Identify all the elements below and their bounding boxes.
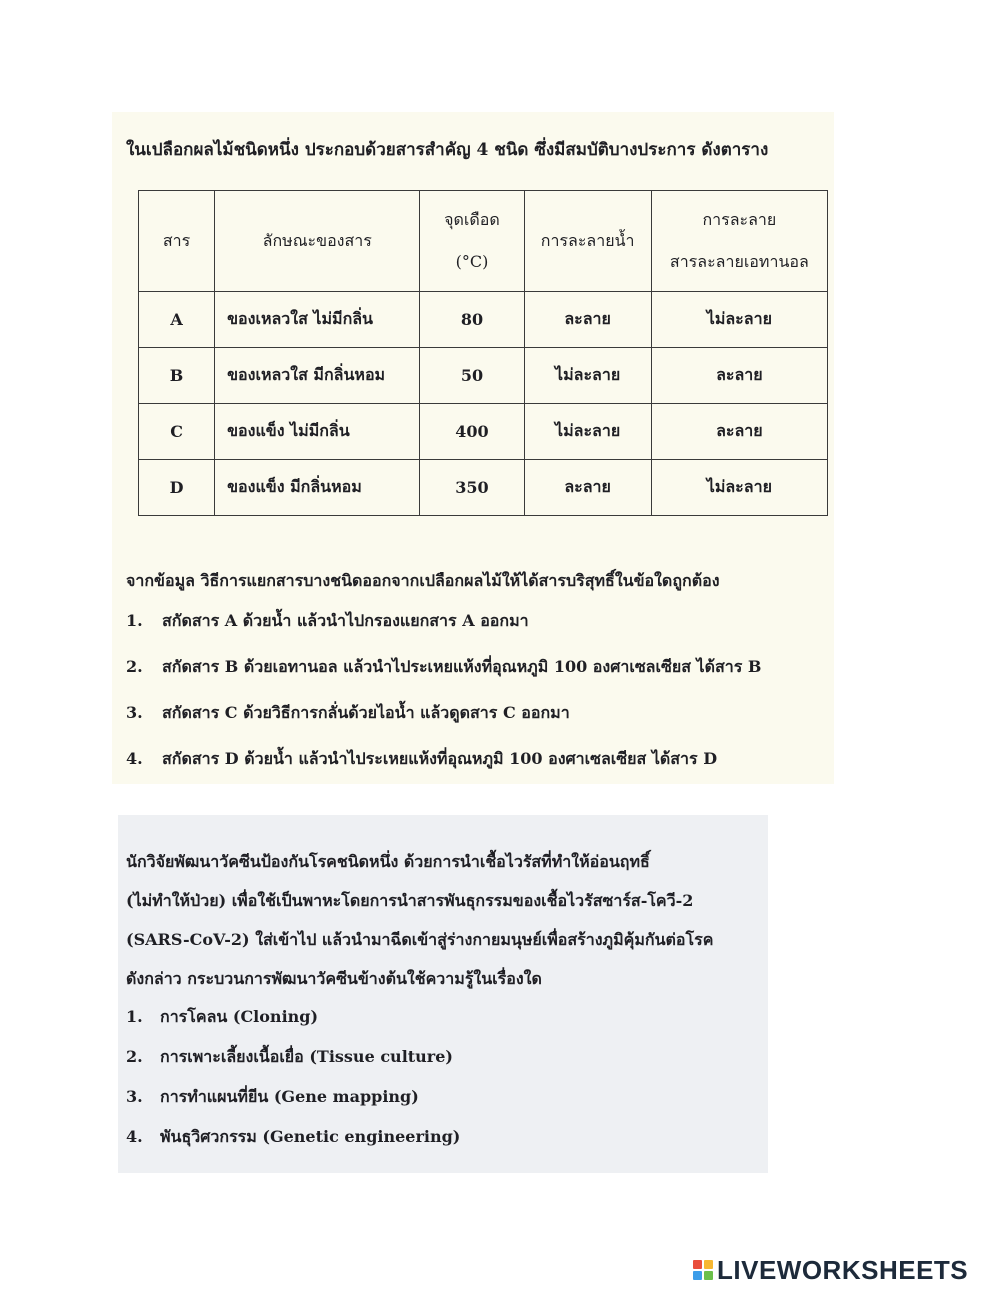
cell-ethanol-solubility: ละลาย <box>651 348 827 404</box>
cell-ethanol-solubility: ละลาย <box>651 404 827 460</box>
cell-boiling-point: 400 <box>420 404 524 460</box>
choice-text: สกัดสาร B ด้วยเอทานอล แล้วนำไประเหยแห้งที่อุณหภูมิ 100 องศาเซลเซียส ได้สาร B <box>162 657 762 676</box>
logo-square-icon <box>704 1271 713 1280</box>
choice-text: สกัดสาร D ด้วยน้ำ แล้วนำไประเหยแห้งที่อุณหภูมิ 100 องศาเซลเซียส ได้สาร D <box>162 749 718 768</box>
question-2-choices <box>126 997 460 1157</box>
header-characteristic: ลักษณะของสาร <box>215 191 420 292</box>
question-1-intro: ในเปลือกผลไม้ชนิดหนึ่ง ประกอบด้วยสารสำคัญ 4 ชนิด ซึ่งมีสมบัติบางประการ ดังตาราง <box>126 140 769 160</box>
question-2-line: นักวิจัยพัฒนาวัคซีนป้องกันโรคชนิดหนึ่ง ด้วยการนำเชื้อไวรัสที่ทำให้อ่อนฤทธิ์ <box>126 852 650 871</box>
table-header-row <box>139 191 828 292</box>
logo-square-icon <box>693 1260 702 1269</box>
question-2-prompt <box>126 842 766 998</box>
cell-water-solubility: ไม่ละลาย <box>524 404 651 460</box>
liveworksheets-logo[interactable] <box>693 1255 968 1285</box>
cell-characteristic: ของแข็ง มีกลิ่นหอม <box>215 460 420 516</box>
substance-properties-table <box>138 190 828 516</box>
cell-substance: B <box>139 348 215 404</box>
header-water-solubility: การละลายน้ำ <box>524 191 651 292</box>
choice-number: 1. <box>126 611 143 630</box>
question-2-line: ดังกล่าว กระบวนการพัฒนาวัคซีนข้างต้นใช้ความรู้ในเรื่องใด <box>126 969 542 988</box>
choice-item <box>126 997 460 1037</box>
choice-number: 3. <box>126 703 143 722</box>
cell-water-solubility: ไม่ละลาย <box>524 348 651 404</box>
cell-boiling-point: 50 <box>420 348 524 404</box>
choice-text: พันธุวิศวกรรม (Genetic engineering) <box>160 1127 461 1146</box>
table-row <box>139 292 828 348</box>
liveworksheets-logo-icon <box>693 1260 713 1280</box>
choice-item <box>126 1117 460 1157</box>
header-ethanol-solubility <box>651 191 827 292</box>
header-boiling-point-line1: จุดเดือด <box>444 210 500 229</box>
choice-text: สกัดสาร C ด้วยวิธีการกลั่นด้วยไอน้ำ แล้วดูดสาร C ออกมา <box>162 703 570 722</box>
choice-number: 4. <box>126 749 143 768</box>
choice-number: 1. <box>126 1007 143 1026</box>
cell-water-solubility: ละลาย <box>524 292 651 348</box>
logo-text: LIVEWORKSHEETS <box>717 1254 969 1285</box>
logo-square-icon <box>704 1260 713 1269</box>
cell-characteristic: ของเหลวใส มีกลิ่นหอม <box>215 348 420 404</box>
cell-substance: A <box>139 292 215 348</box>
table-row <box>139 404 828 460</box>
question-1-prompt: จากข้อมูล วิธีการแยกสารบางชนิดออกจากเปลือกผลไม้ให้ได้สารบริสุทธิ์ในข้อใดถูกต้อง <box>126 571 720 590</box>
choice-item <box>126 644 761 690</box>
header-ethanol-solubility-line1: การละลาย <box>702 210 777 229</box>
cell-water-solubility: ละลาย <box>524 460 651 516</box>
choice-text: การเพาะเลี้ยงเนื้อเยื่อ (Tissue culture) <box>160 1047 453 1066</box>
table-row <box>139 460 828 516</box>
header-ethanol-solubility-line2: สารละลายเอทานอล <box>669 252 809 271</box>
question-1-choices <box>126 598 761 782</box>
table-row <box>139 348 828 404</box>
header-boiling-point <box>420 191 524 292</box>
choice-number: 3. <box>126 1087 143 1106</box>
header-substance: สาร <box>139 191 215 292</box>
choice-item <box>126 1077 460 1117</box>
choice-item <box>126 1037 460 1077</box>
cell-characteristic: ของแข็ง ไม่มีกลิ่น <box>215 404 420 460</box>
cell-ethanol-solubility: ไม่ละลาย <box>651 460 827 516</box>
cell-boiling-point: 80 <box>420 292 524 348</box>
cell-substance: C <box>139 404 215 460</box>
choice-text: การทำแผนที่ยีน (Gene mapping) <box>160 1087 419 1106</box>
cell-ethanol-solubility: ไม่ละลาย <box>651 292 827 348</box>
question-2-line: (ไม่ทำให้ป่วย) เพื่อใช้เป็นพาหะโดยการนำสารพันธุกรรมของเชื้อไวรัสซาร์ส-โควี-2 <box>126 891 694 910</box>
choice-item <box>126 598 761 644</box>
cell-substance: D <box>139 460 215 516</box>
choice-number: 4. <box>126 1127 143 1146</box>
header-boiling-point-line2: (°C) <box>455 252 489 271</box>
choice-text: การโคลน (Cloning) <box>160 1007 319 1026</box>
logo-square-icon <box>693 1271 702 1280</box>
question-2-line: (SARS-CoV-2) ใส่เข้าไป แล้วนำมาฉีดเข้าสู่ร่างกายมนุษย์เพื่อสร้างภูมิคุ้มกันต่อโรค <box>126 930 714 949</box>
choice-text: สกัดสาร A ด้วยน้ำ แล้วนำไปกรองแยกสาร A ออกมา <box>162 611 529 630</box>
choice-number: 2. <box>126 1047 143 1066</box>
choice-item <box>126 690 761 736</box>
choice-number: 2. <box>126 657 143 676</box>
choice-item <box>126 736 761 782</box>
cell-characteristic: ของเหลวใส ไม่มีกลิ่น <box>215 292 420 348</box>
cell-boiling-point: 350 <box>420 460 524 516</box>
